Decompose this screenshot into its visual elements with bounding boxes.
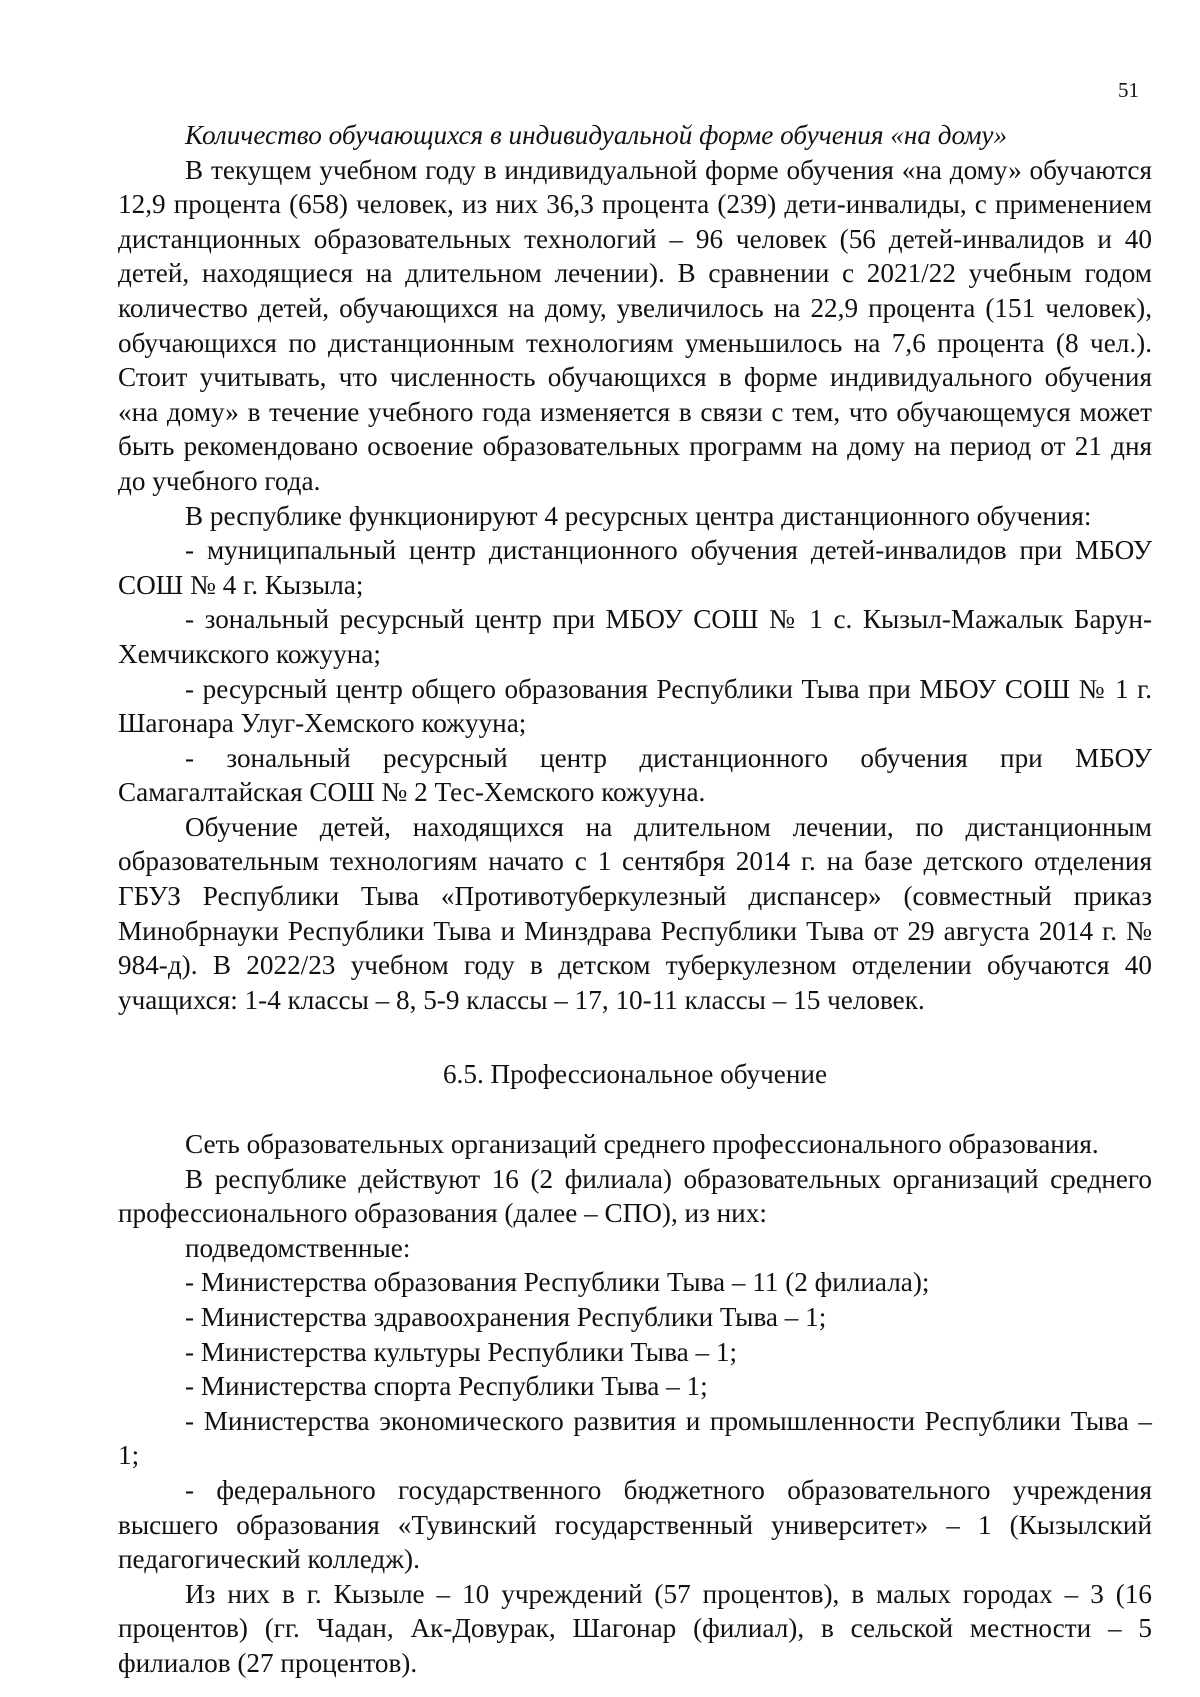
paragraph-home-education-stats: В текущем учебном году в индивидуальной форме обучения «на дому» обучаются 12,9 процента (658) человек, из них 36,3 процента (239) дети-инвалиды, с применением дистанционных образовательных технологий – 96 человек (56 детей-инвалидов и 40 детей, находящиеся на длительном лечении). В сравнении с 2021/22 учебным годом количество детей, обучающихся на дому, увеличилось на 22,9 процента (151 человек), обучающихся по дистанционным технологиям уменьшилось на 7,6 процента (8 чел.). Стоит учитывать, что численность обучающихся в форме индивидуального обучения «на дому» в течение учебного года изменяется в связи с тем, что обучающемуся может быть рекомендовано освоение образовательных программ на дому на период от 21 дня до учебного года.: [118, 154, 1152, 496]
paragraph-long-term-treatment: Обучение детей, находящихся на длительном лечении, по дистанционным образовательным технологиям начато с 1 сентября 2014 г. на базе детского отделения ГБУЗ Республики Тыва «Противотуберкулезный диспансер» (совместный приказ Минобрнауки Республики Тыва и Минздрава Республики Тыва от 29 августа 2014 г. № 984-д). В 2022/23 учебном году в детском туберкулезном отделении обучаются 40 учащихся: 1-4 классы – 8, 5-9 классы – 17, 10-11 классы – 15 человек.: [118, 811, 1152, 1015]
list-item-resource-center-3: - ресурсный центр общего образования Республики Тыва при МБОУ СОШ № 1 г. Шагонара Улуг-Хемского кожууна;: [118, 673, 1152, 739]
list-item-ministry-health: - Министерства здравоохранения Республики Тыва – 1;: [185, 1302, 827, 1332]
list-item-resource-center-2: - зональный ресурсный центр при МБОУ СОШ № 1 с. Кызыл-Мажалык Барун-Хемчикского кожууна;: [118, 604, 1152, 669]
paragraph-resource-centers-intro: В республике функционируют 4 ресурсных центра дистанционного обучения:: [185, 500, 1092, 531]
paragraph-subordinate-label: подведомственные:: [185, 1232, 411, 1263]
paragraph-distribution: Из них в г. Кызыле – 10 учреждений (57 процентов), в малых городах – 3 (16 процентов) (гг. Чадан, Ак-Довурак, Шагонар (филиал), в сельской местности – 5 филиалов (27 процентов).: [118, 1578, 1152, 1678]
paragraph-spo-count: В республике действуют 16 (2 филиала) образовательных организаций среднего профессионального образования (далее – СПО), из них:: [118, 1163, 1152, 1229]
list-item-ministry-education: - Министерства образования Республики Тыва – 11 (2 филиала);: [185, 1267, 930, 1298]
list-item-ministry-economy: - Министерства экономического развития и промышленности Республики Тыва – 1;: [118, 1405, 1152, 1471]
document-body: [118, 118, 1152, 1681]
paragraph-spo-network: Сеть образовательных организаций среднего профессионального образования.: [185, 1129, 1099, 1160]
list-item-ministry-culture: - Министерства культуры Республики Тыва – 1;: [185, 1336, 738, 1367]
subsection-title-home-education: Количество обучающихся в индивидуальной форме обучения «на дому»: [185, 120, 1008, 150]
list-item-resource-center-1: - муниципальный центр дистанционного обучения детей-инвалидов при МБОУ СОШ № 4 г. Кызыла;: [118, 535, 1152, 600]
list-item-ministry-sport: - Министерства спорта Республики Тыва – 1;: [185, 1371, 708, 1402]
page-number: 51: [1118, 78, 1139, 102]
list-item-resource-center-4: - зональный ресурсный центр дистанционного обучения при МБОУ Самагалтайская СОШ № 2 Тес-Хемского кожууна.: [118, 742, 1152, 808]
section-heading-vocational: 6.5. Профессиональное обучение: [442, 1059, 828, 1090]
list-item-university: - федерального государственного бюджетного образовательного учреждения высшего образования «Тувинский государственный университет» – 1 (Кызылский педагогический колледж).: [118, 1474, 1152, 1575]
